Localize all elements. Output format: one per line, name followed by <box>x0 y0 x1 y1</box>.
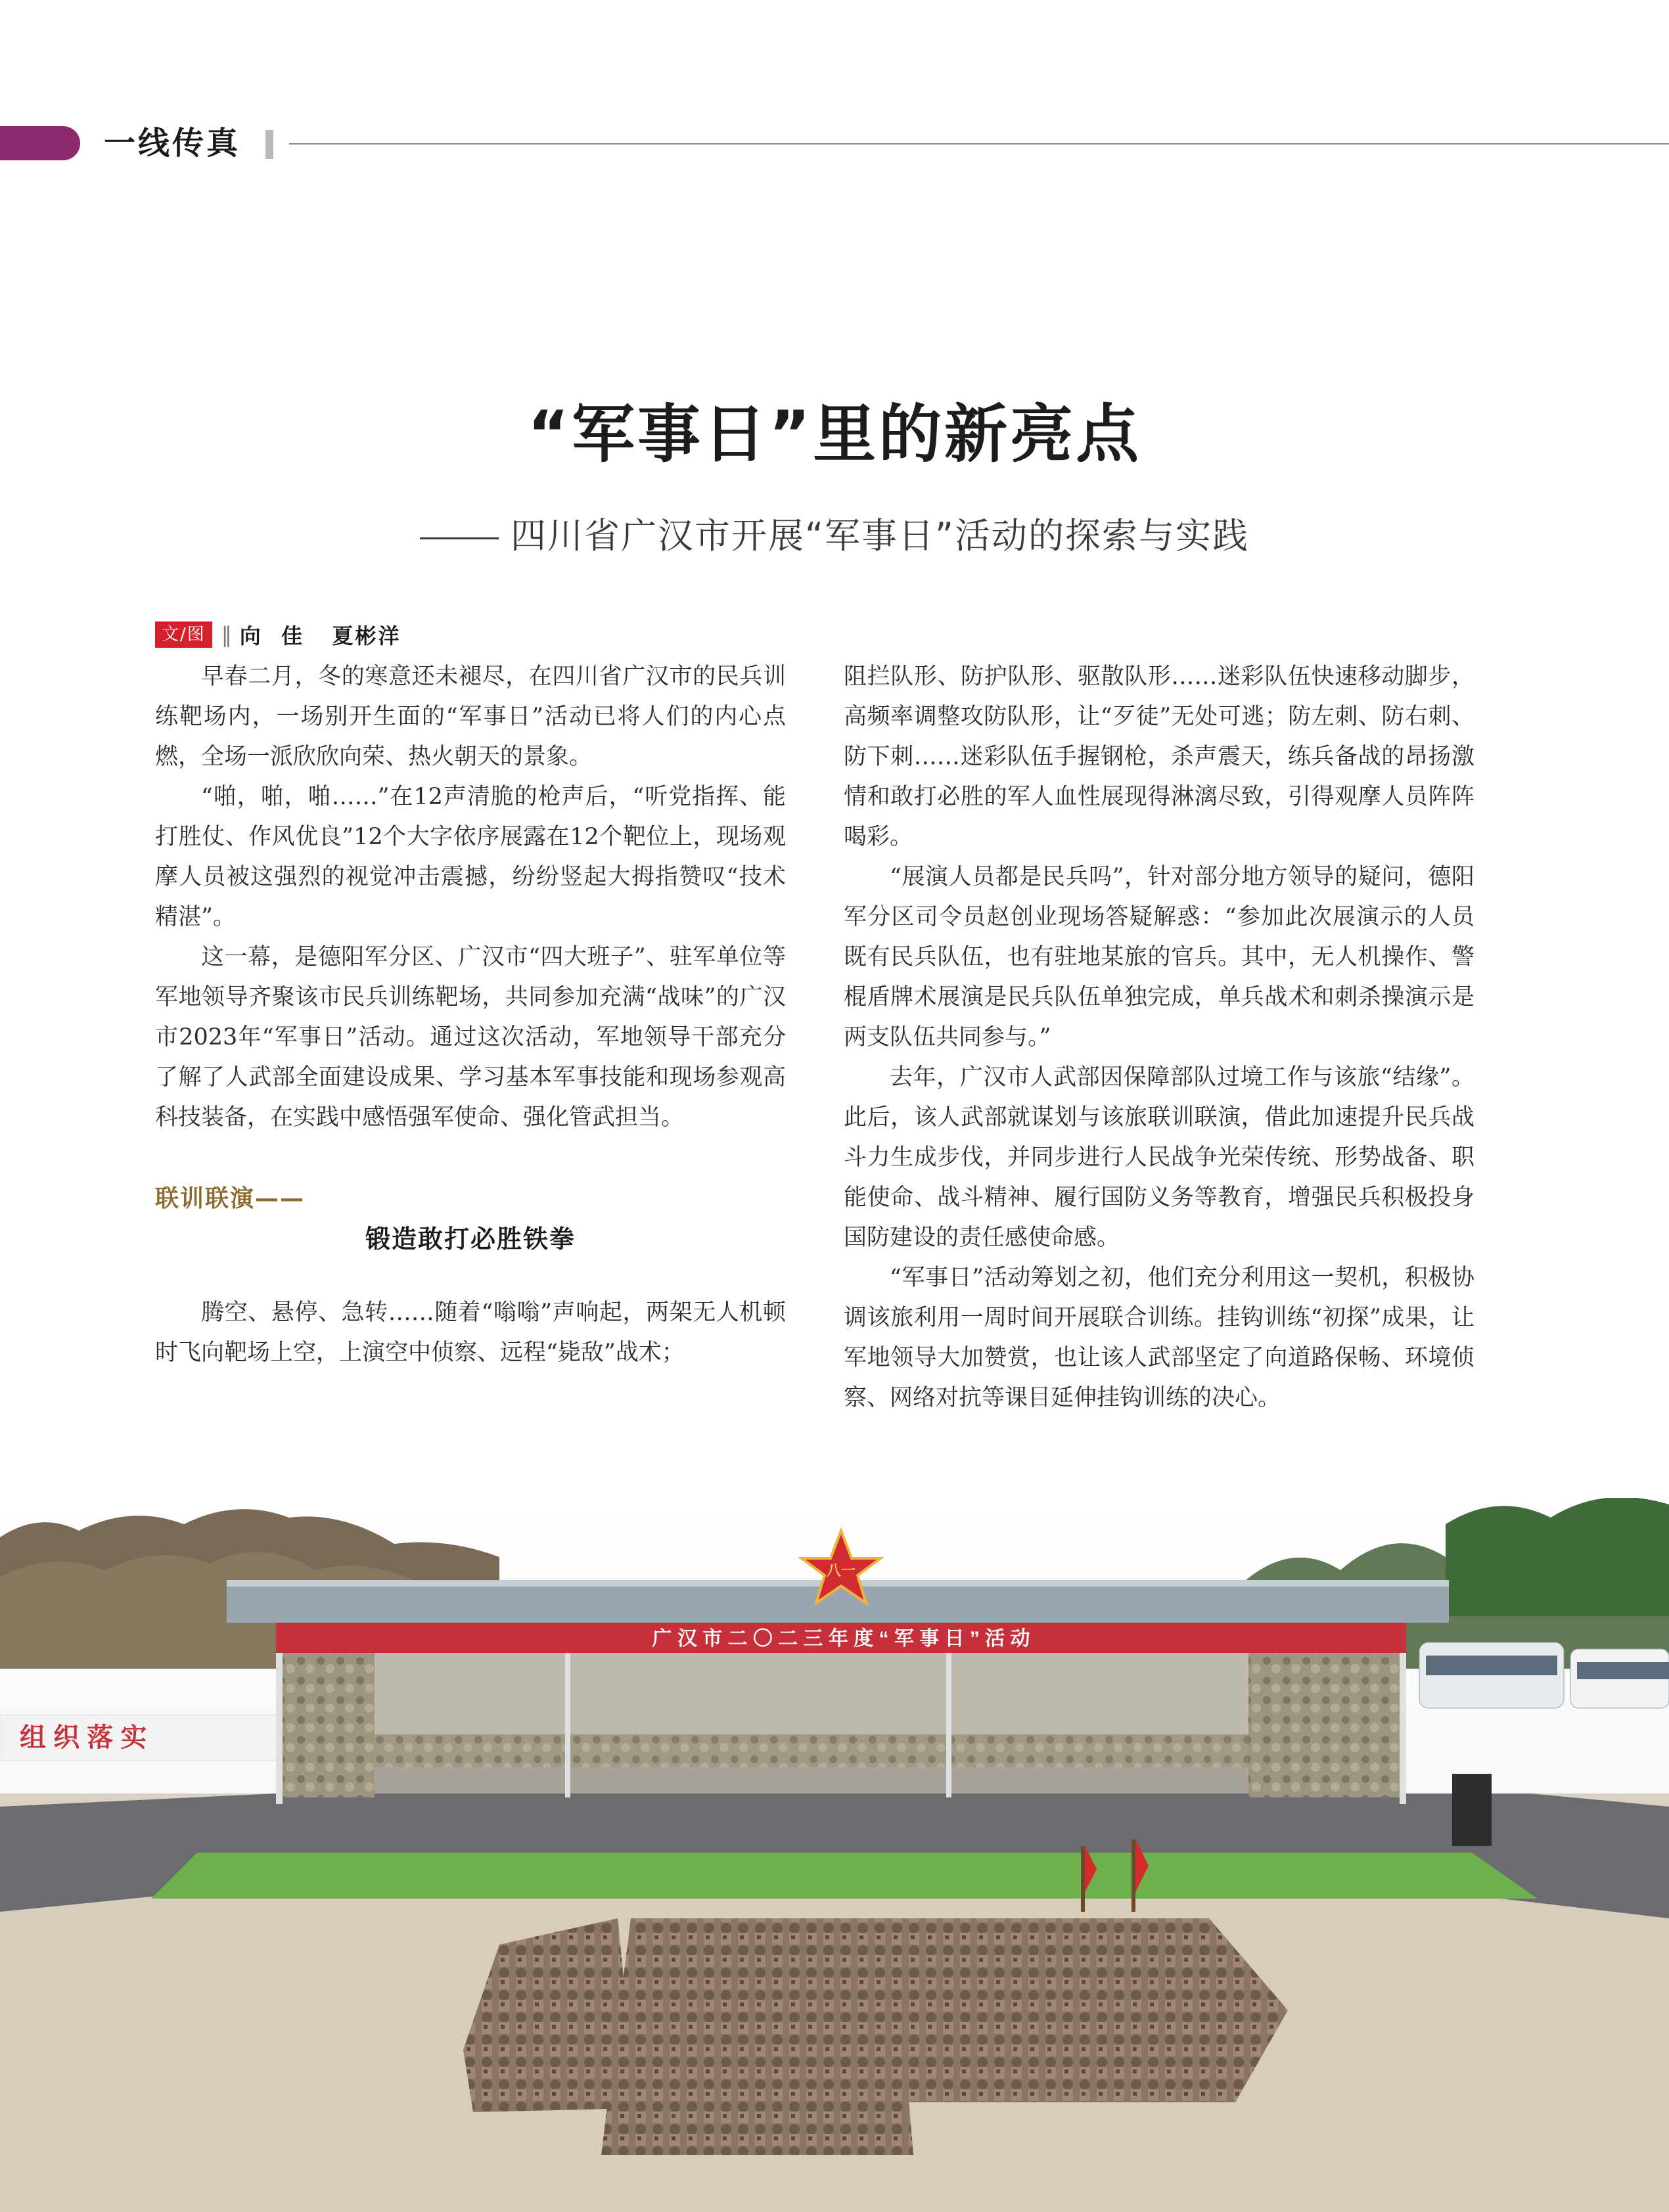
event-photo <box>0 1498 1669 2212</box>
paragraph: 腾空、悬停、急转……随着“嗡嗡”声响起，两架无人机顿时飞向靶场上空，上演空中侦察、远程“毙敌”战术； <box>155 1299 786 1366</box>
section-tab-pill <box>0 126 80 160</box>
right-column <box>844 657 1475 1418</box>
section-divider-bar <box>265 130 273 159</box>
byline <box>155 620 401 649</box>
article-title: “军事日”里的新亮点 <box>527 397 1142 471</box>
subhead-title: 锻造敢打必胜铁拳 <box>365 1225 576 1253</box>
left-column <box>155 657 786 1373</box>
subtitle-dash <box>420 537 499 539</box>
header-rule <box>289 143 1669 145</box>
paragraph: “展演人员都是民兵吗”，针对部分地方领导的疑问，德阳军分区司令员赵创业现场答疑解惑：“参加此次展演示的人员既有民兵队伍，也有驻地某旅的官兵。其中，无人机操作、警棍盾牌术展演是民兵队伍单独完成，单兵战术和刺杀操演示是两支队伍共同参与。” <box>844 864 1475 1050</box>
subhead-kicker: 联训联演—— <box>155 1185 306 1212</box>
paragraph: 这一幕，是德阳军分区、广汉市“四大班子”、驻军单位等军地领导齐聚该市民兵训练靶场，共同参加充满“战味”的广汉市2023年“军事日”活动。通过这次活动，军地领导干部充分了解了人武部全面建设成果、学习基本军事技能和现场参观高科技装备，在实践中感悟强军使命、强化管武担当。 <box>155 944 786 1131</box>
article-subtitle-text: 四川省广汉市开展“军事日”活动的探索与实践 <box>511 515 1249 556</box>
paragraph: “啪，啪，啪……”在12声清脆的枪声后，“听党指挥、能打胜仗、作风优良”12个大字依序展露在12个靶位上，现场观摩人员被这强烈的视觉冲击震撼，纷纷竖起大拇指赞叹“技术精湛”。 <box>155 784 786 930</box>
byline-authors: 向 佳 夏彬洋 <box>239 623 401 648</box>
paragraph: 早春二月，冬的寒意还未褪尽，在四川省广汉市的民兵训练靶场内，一场别开生面的“军事日”活动已将人们的内心点燃，全场一派欣欣向荣、热火朝天的景象。 <box>155 664 786 770</box>
article-subtitle <box>0 510 1669 562</box>
event-banner-text: 广 汉 市 二 〇 二 三 年 度 “ 军 事 日 ” 活 动 <box>652 1628 1030 1650</box>
paragraph: 去年，广汉市人武部因保障部队过境工作与该旅“结缘”。此后，该人武部就谋划与该旅联训联演，借此加速提升民兵战斗力生成步伐，并同步进行人民战争光荣传统、形势战备、职能使命、战斗精神、履行国防义务等教育，增强民兵积极投身国防建设的责任感使命感。 <box>844 1064 1475 1251</box>
paragraph: “军事日”活动筹划之初，他们充分利用这一契机，积极协调该旅利用一周时间开展联合训练。挂钩训练“初探”成果，让军地领导大加赞赏，也让该人武部坚定了向道路保畅、环境侦察、网络对抗等课目延伸挂钩训练的决心。 <box>844 1265 1475 1411</box>
byline-tag: 文/图 <box>155 621 212 648</box>
byline-separator: ‖ <box>221 622 232 647</box>
paragraph: 阻拦队形、防护队形、驱散队形……迷彩队伍快速移动脚步，高频率调整攻防队形，让“歹徒”无处可逃；防左刺、防右刺、防下刺……迷彩队伍手握钢枪，杀声震天，练兵备战的昂扬激情和敢打必胜的军人血性展现得淋漓尽致，引得观摩人员阵阵喝彩。 <box>844 664 1475 850</box>
section-label: 一线传真 <box>104 125 241 162</box>
wall-slogan-1: 组 织 落 实 <box>20 1723 147 1752</box>
section-subhead <box>155 1180 786 1259</box>
emblem-text: 八一 <box>826 1563 856 1579</box>
